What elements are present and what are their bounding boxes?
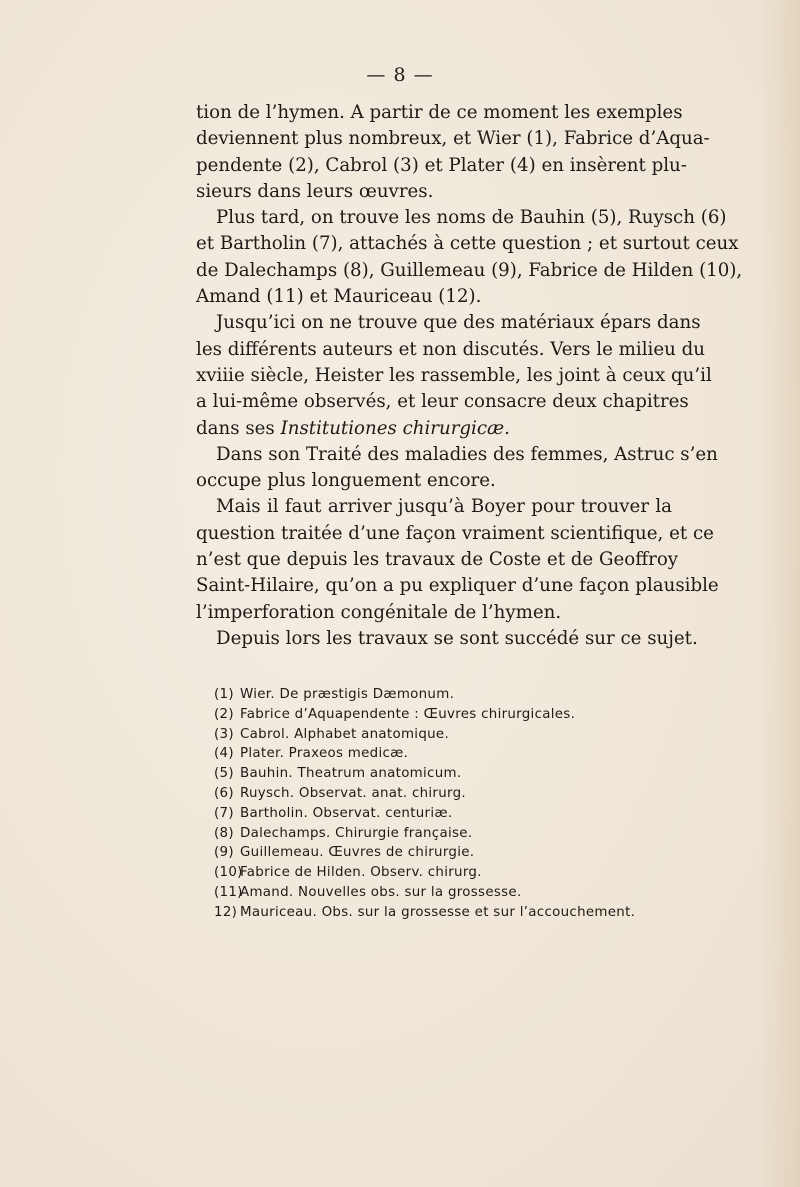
text-line: Amand (11) et Mauriceau (12). bbox=[196, 286, 482, 308]
text-line: Plus tard, on trouve les noms de Bauhin (5), Ruysch (6) bbox=[216, 207, 727, 229]
footnote-text: Fabrice de Hilden. Observ. chirurg. bbox=[240, 865, 482, 881]
footnote-number: (11) bbox=[214, 884, 243, 900]
text-line: pendente (2), Cabrol (3) et Plater (4) en insèrent plu- bbox=[196, 154, 687, 176]
text-line: deviennent plus nombreux, et Wier (1), Fabrice d’Aqua- bbox=[196, 128, 710, 150]
footnote-number: (6) bbox=[214, 785, 234, 801]
footnote bbox=[214, 744, 674, 764]
footnote-text: Dalechamps. Chirurgie française. bbox=[240, 825, 473, 841]
footnote-number: (4) bbox=[214, 746, 234, 762]
text-line: question traitée d’une façon vraiment scientifique, et ce bbox=[196, 522, 714, 544]
text-line: Dans son Traité des maladies des femmes, Astruc s’en bbox=[216, 443, 718, 465]
text-fragment: dans ses bbox=[196, 417, 275, 439]
text-line: Saint-Hilaire, qu’on a pu expliquer d’une façon plausible bbox=[196, 575, 719, 597]
footnote-text: Plater. Praxeos medicæ. bbox=[240, 746, 409, 762]
footnote-number: (7) bbox=[214, 805, 234, 821]
footnote-text: Amand. Nouvelles obs. sur la grossesse. bbox=[240, 884, 522, 900]
book-title: Institutiones chirurgicæ. bbox=[280, 417, 510, 439]
footnote bbox=[214, 843, 674, 863]
text-line: Jusqu’ici on ne trouve que des matériaux épars dans bbox=[216, 312, 701, 334]
text-line: Mais il faut arriver jusqu’à Boyer pour trouver la bbox=[216, 496, 672, 518]
text-line: sieurs dans leurs œuvres. bbox=[196, 180, 434, 202]
footnote-number: (3) bbox=[214, 726, 234, 742]
footnote bbox=[214, 764, 674, 784]
footnote-number: 12) bbox=[214, 904, 238, 920]
footnote-number: (1) bbox=[214, 687, 234, 702]
footnote-number: (8) bbox=[214, 825, 234, 841]
footnote bbox=[214, 705, 674, 725]
footnote-text: Ruysch. Observat. anat. chirurg. bbox=[240, 785, 466, 801]
footnote bbox=[214, 883, 674, 903]
footnote-number: (5) bbox=[214, 766, 234, 782]
footnote-number: (2) bbox=[214, 706, 234, 722]
text-line: les différents auteurs et non discutés. Vers le milieu du bbox=[196, 338, 705, 360]
text-line: de Dalechamps (8), Guillemeau (9), Fabrice de Hilden (10), bbox=[196, 259, 743, 281]
text-line: Depuis lors les travaux se sont succédé sur ce sujet. bbox=[216, 627, 698, 649]
text-line: xviiie siècle, Heister les rassemble, les joint à ceux qu’il bbox=[196, 364, 712, 386]
footnote bbox=[214, 725, 674, 745]
page-number: — 8 — bbox=[366, 64, 434, 86]
footnote-text: Guillemeau. Œuvres de chirurgie. bbox=[240, 845, 475, 861]
footnote-text: Wier. De præstigis Dæmonum. bbox=[240, 687, 455, 702]
footnotes bbox=[214, 685, 674, 923]
footnote-text: Bauhin. Theatrum anatomicum. bbox=[240, 766, 462, 782]
footnote-number: (10) bbox=[214, 865, 243, 881]
footnote-text: Fabrice d’Aquapendente : Œuvres chirurgicales. bbox=[240, 706, 576, 722]
footnote-text: Cabrol. Alphabet anatomique. bbox=[240, 726, 449, 742]
footnote bbox=[214, 863, 674, 883]
text-line: et Bartholin (7), attachés à cette question ; et surtout ceux bbox=[196, 233, 739, 255]
text-line: occupe plus longuement encore. bbox=[196, 470, 496, 492]
text-line: tion de l’hymen. A partir de ce moment les exemples bbox=[196, 102, 683, 123]
text-line: l’imperforation congénitale de l’hymen. bbox=[196, 601, 562, 623]
footnote bbox=[214, 804, 674, 824]
text-line: a lui-même observés, et leur consacre deux chapitres bbox=[196, 391, 689, 413]
text-line-with-title bbox=[196, 416, 672, 442]
footnote-number: (9) bbox=[214, 845, 234, 861]
footnote bbox=[214, 784, 674, 804]
footnote-text: Mauriceau. Obs. sur la grossesse et sur l’accouchement. bbox=[240, 904, 636, 920]
footnote-text: Bartholin. Observat. centuriæ. bbox=[240, 805, 453, 821]
footnote bbox=[214, 903, 674, 923]
body-text bbox=[196, 100, 743, 652]
text-line: n’est que depuis les travaux de Coste et de Geoffroy bbox=[196, 549, 679, 571]
footnote bbox=[214, 685, 674, 705]
footnote bbox=[214, 824, 674, 844]
page-edge-shadow bbox=[760, 0, 800, 1187]
